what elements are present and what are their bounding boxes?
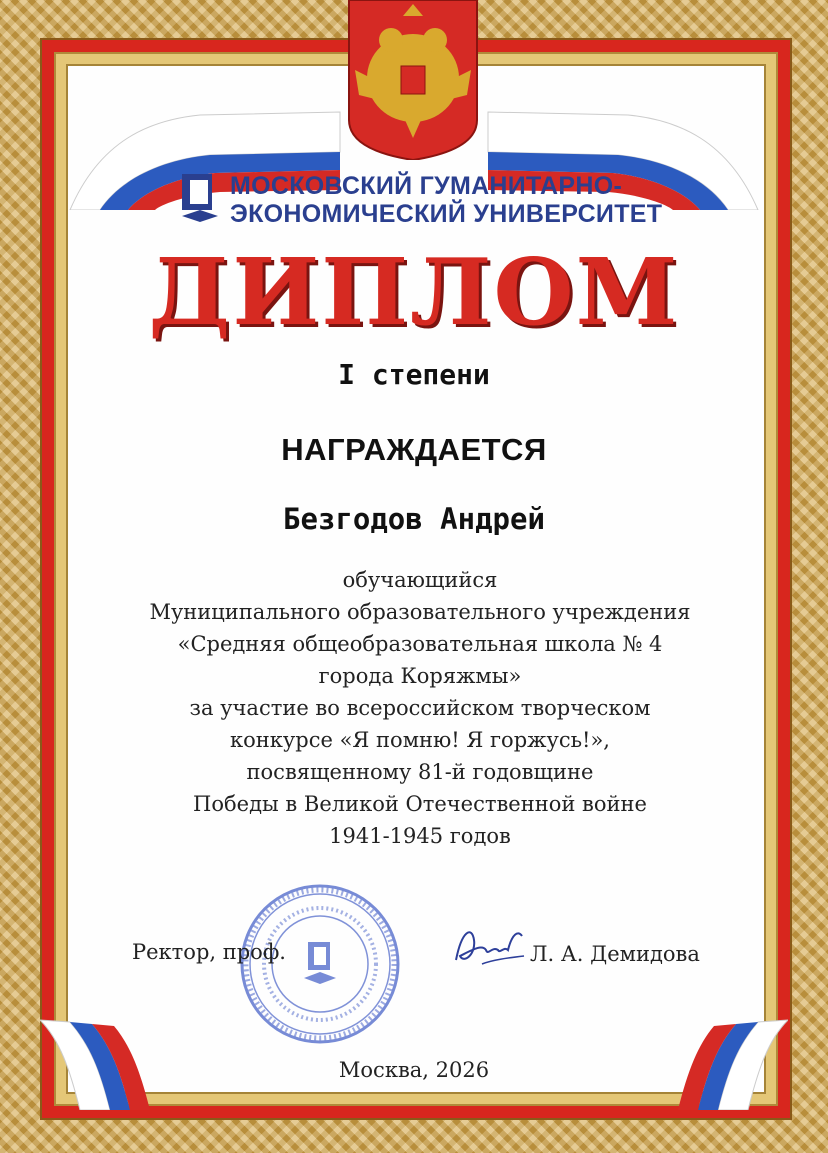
tricolor-ribbon-bottom <box>40 960 788 1110</box>
body-line: посвященному 81-й годовщине <box>246 760 594 784</box>
body-line: конкурсе «Я помню! Я горжусь!», <box>230 728 610 752</box>
place-and-year: Москва, 2026 <box>338 1058 490 1082</box>
body-line: Муниципального образовательного учреждения <box>149 600 691 624</box>
body-line: Победы в Великой Отечественной войне <box>193 792 647 816</box>
body-line: «Средняя общеобразовательная школа № 4 <box>177 632 663 656</box>
university-logo-icon <box>180 172 220 224</box>
body-line: города Коряжмы» <box>318 664 522 688</box>
diploma-title: ДИПЛОМ <box>148 238 680 346</box>
university-stamp-icon <box>238 882 402 1046</box>
body-line: 1941-1945 годов <box>329 824 511 848</box>
handwritten-signature-icon <box>452 920 528 970</box>
body-line: за участие во всероссийском творческом <box>189 696 651 720</box>
recipient-name: Безгодов Андрей <box>283 502 545 536</box>
signer-position: Ректор, проф. <box>132 940 286 964</box>
coat-of-arms-icon <box>345 0 481 160</box>
signer-name: Л. А. Демидова <box>530 942 700 966</box>
body-line: обучающийся <box>342 568 498 592</box>
diploma-body-text <box>70 564 770 852</box>
awarded-heading: НАГРАЖДАЕТСЯ <box>281 432 547 467</box>
university-name-line-1: МОСКОВСКИЙ ГУМАНИТАРНО- <box>230 172 623 200</box>
diploma-degree: I степени <box>338 358 490 391</box>
university-name-line-2: ЭКОНОМИЧЕСКИЙ УНИВЕРСИТЕТ <box>230 200 663 228</box>
